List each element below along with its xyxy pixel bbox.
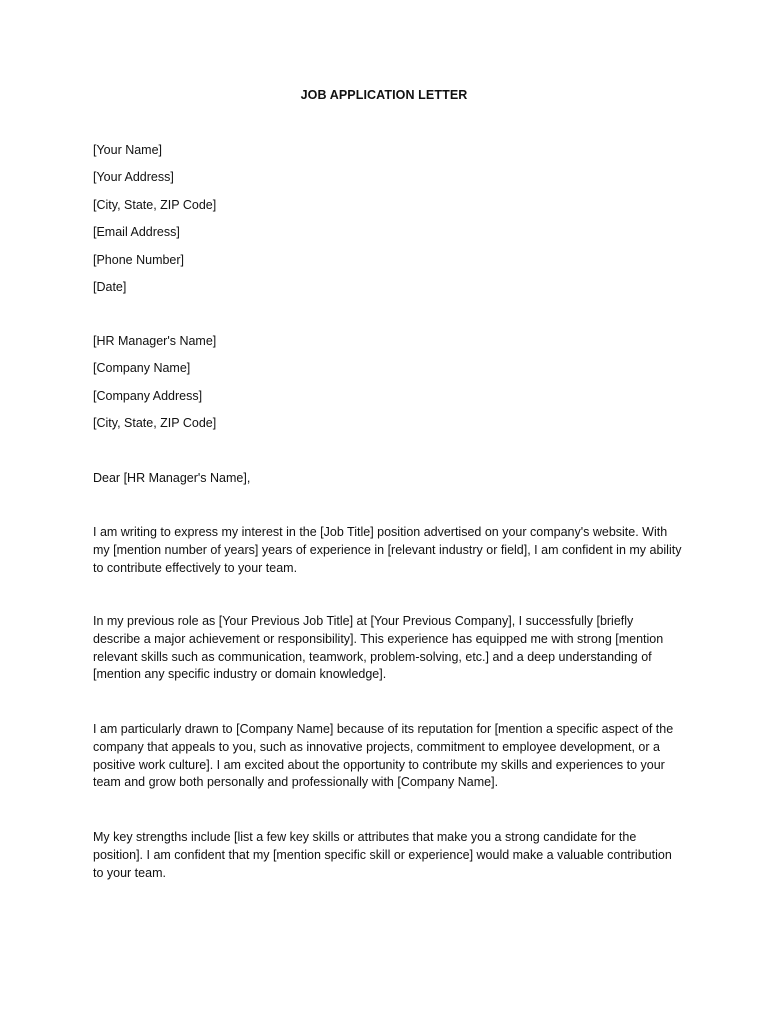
body-paragraph-1: I am writing to express my interest in the [Job Title] position advertised on your company's website. With my [mention number of years] years of experience in [relevant industry or field], I am confident in my ability to contribute effectively to your team.: [93, 525, 682, 575]
sender-block: [93, 141, 683, 305]
recipient-company: [Company Name]: [93, 361, 191, 376]
recipient-address: [Company Address]: [93, 388, 203, 403]
sender-email: [Email Address]: [93, 225, 180, 240]
recipient-name: [HR Manager's Name]: [93, 334, 217, 348]
salutation: Dear [HR Manager's Name],: [93, 471, 251, 485]
recipient-block: [93, 332, 683, 442]
recipient-city-state-zip: [City, State, ZIP Code]: [93, 416, 217, 431]
document-title: JOB APPLICATION LETTER: [300, 88, 468, 102]
sender-address: [Your Address]: [93, 170, 174, 185]
sender-city-state-zip: [City, State, ZIP Code]: [93, 197, 217, 212]
body-paragraph-3: I am particularly drawn to [Company Name] because of its reputation for [mention a specific aspect of the company that appeals to you, such as innovative projects, commitment to employee development, or a positive work culture]. I am excited about the opportunity to contribute my skills and experiences to your team and grow both personally and professionally with [Company Name].: [93, 722, 674, 790]
letter-date: [Date]: [93, 279, 127, 294]
sender-phone: [Phone Number]: [93, 252, 185, 267]
body-paragraph-2: In my previous role as [Your Previous Job Title] at [Your Previous Company], I successfully [briefly describe a major achievement or responsibility]. This experience has equipped me with strong [mention relevant skills such as communication, teamwork, problem-solving, etc.] and a deep understanding of [mention any specific industry or domain knowledge].: [93, 614, 664, 682]
body-paragraph-4: My key strengths include [list a few key skills or attributes that make you a strong candidate for the position]. I am confident that my [mention specific skill or experience] would make a valuable contribution to your team.: [93, 830, 672, 880]
sender-name: [Your Name]: [93, 143, 163, 157]
